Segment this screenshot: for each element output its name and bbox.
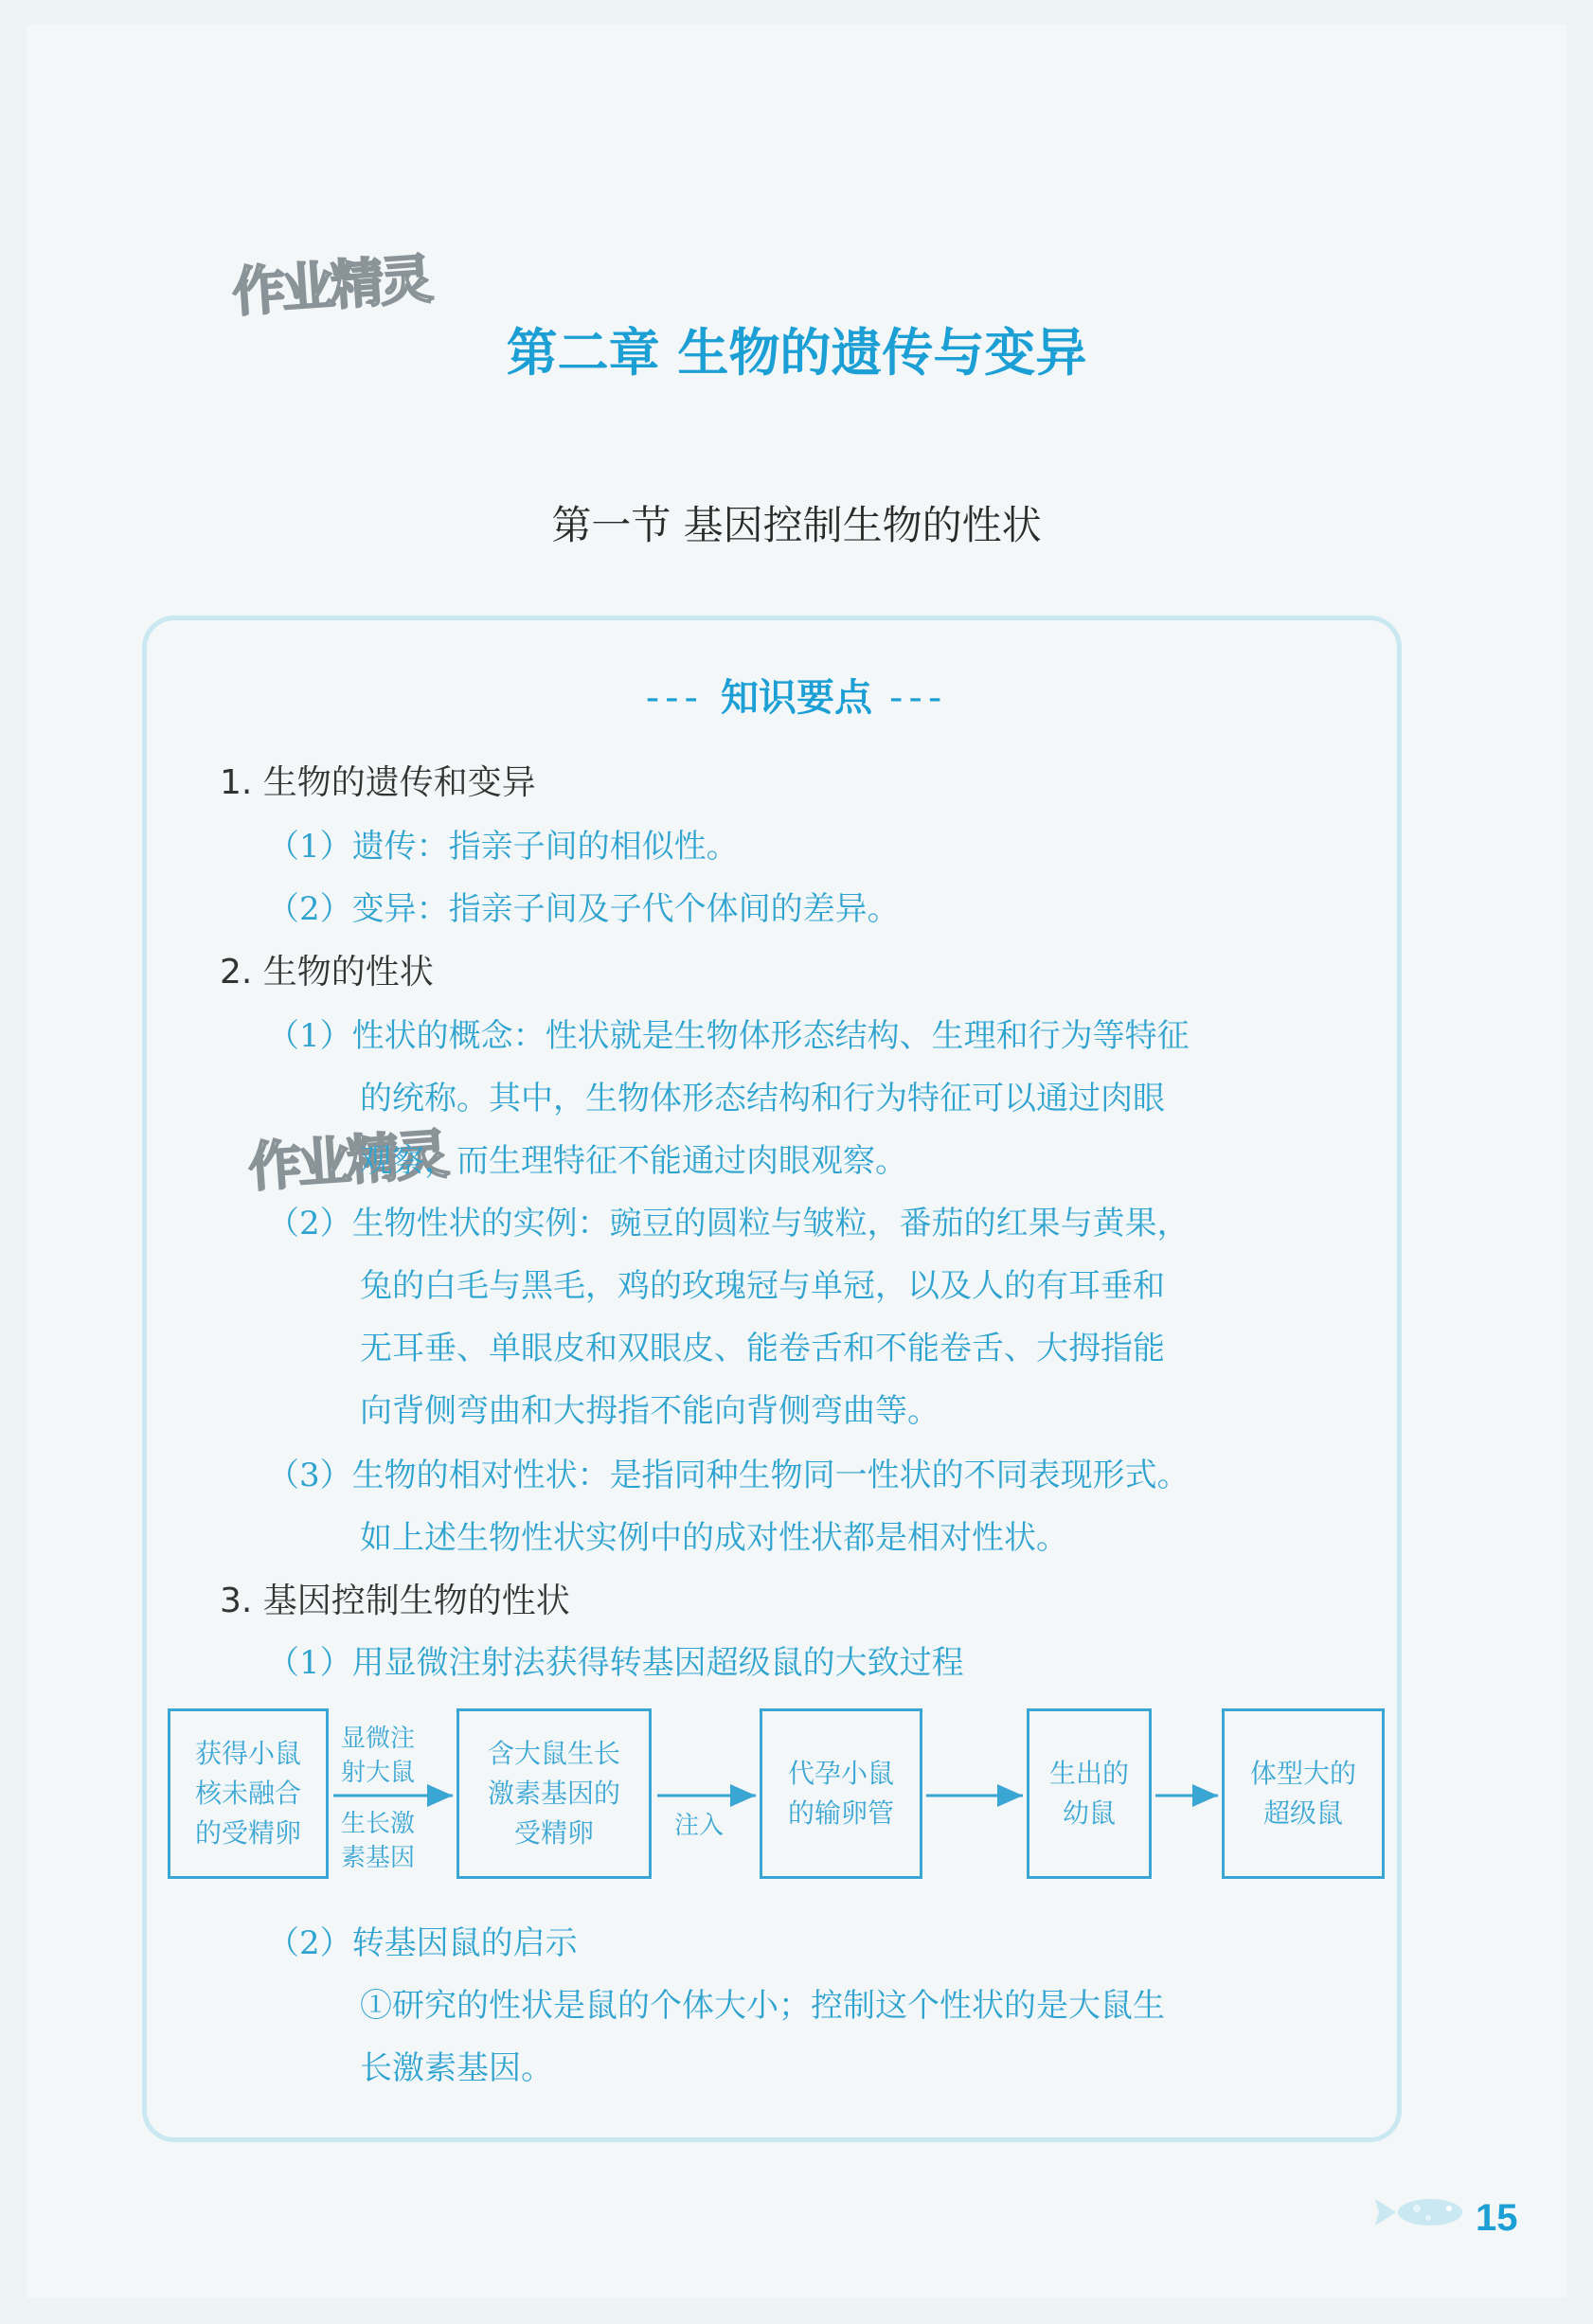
page-number: 15 [1476, 2197, 1518, 2239]
section-2-line-4: （2）生物性状的实例：豌豆的圆粒与皱粒，番茄的红果与黄果， [267, 1205, 1190, 1242]
heading-dash-right: --- [889, 676, 948, 720]
section-2-line-9: 如上述生物性状实例中的成对性状都是相对性状。 [360, 1519, 1068, 1557]
section-2-line-2: 的统称。其中，生物体形态结构和行为特征可以通过肉眼 [360, 1080, 1165, 1117]
flow-box-2-line: 激素基因的 [487, 1778, 620, 1809]
flow-label-line: 生长激 [341, 1810, 416, 1838]
section-2-line-7: 向背侧弯曲和大拇指不能向背侧弯曲等。 [360, 1392, 940, 1430]
watermark-top: 作业精灵 [230, 248, 432, 325]
flow-box-1-line: 的受精卵 [194, 1817, 301, 1849]
heading-text: 知识要点 [721, 676, 872, 720]
flow-box-2-line: 含大鼠生长 [487, 1738, 620, 1769]
section-2-line-8: （3）生物的相对性状：是指同种生物同一性状的不同表现形式。 [267, 1457, 1190, 1494]
flow-box-1-line: 获得小鼠 [194, 1738, 301, 1769]
flow-box-1-line: 核未融合 [194, 1778, 301, 1809]
watermark-middle: 作业精灵 [246, 1123, 448, 1200]
flow-label-line: 射大鼠 [341, 1759, 416, 1787]
section-3-line-4: 长激素基因。 [360, 2049, 553, 2087]
section-2-line-6: 无耳垂、单眼皮和双眼皮、能卷舌和不能卷舌、大拇指能 [360, 1330, 1165, 1368]
flow-box-5-line: 体型大的 [1249, 1758, 1356, 1789]
section-title: 第一节 基因控制生物的性状 [551, 502, 1042, 548]
flow-box-4-line: 幼鼠 [1062, 1797, 1116, 1829]
section-1-heading: 1. 生物的遗传和变异 [220, 763, 536, 802]
chapter-title: 第二章 生物的遗传与变异 [506, 323, 1087, 383]
section-3-line-2: （2）转基因鼠的启示 [267, 1924, 578, 1962]
flow-box-3-line: 代孕小鼠 [787, 1758, 894, 1789]
section-2-line-3: 观察，而生理特征不能通过肉眼观察。 [360, 1142, 907, 1180]
section-1-line-1: （1）遗传：指亲子间的相似性。 [267, 828, 739, 866]
section-3-heading: 3. 基因控制生物的性状 [220, 1582, 570, 1620]
heading-dash-left: --- [645, 676, 704, 720]
flow-label-line: 素基因 [341, 1844, 416, 1872]
flow-arrow-2-label: 注入 [674, 1812, 725, 1840]
section-3-line-3: ①研究的性状是鼠的个体大小；控制这个性状的是大鼠生 [360, 1987, 1165, 2025]
section-2-line-1: （1）性状的概念：性状就是生物体形态结构、生理和行为等特征 [267, 1017, 1190, 1055]
flow-box-5-line: 超级鼠 [1262, 1797, 1343, 1829]
flow-box-4-line: 生出的 [1048, 1758, 1129, 1789]
section-3-line-1: （1）用显微注射法获得转基因超级鼠的大致过程 [267, 1644, 964, 1682]
section-1-line-2: （2）变异：指亲子间及子代个体间的差异。 [267, 890, 900, 928]
section-2-heading: 2. 生物的性状 [220, 953, 434, 992]
fish-icon [1371, 2188, 1476, 2235]
flow-label-line: 显微注 [341, 1725, 416, 1753]
flow-box-2-line: 受精卵 [513, 1817, 594, 1849]
flow-box-3-line: 的输卵管 [787, 1797, 894, 1829]
section-2-line-5: 兔的白毛与黑毛，鸡的玫瑰冠与单冠，以及人的有耳垂和 [360, 1267, 1165, 1305]
